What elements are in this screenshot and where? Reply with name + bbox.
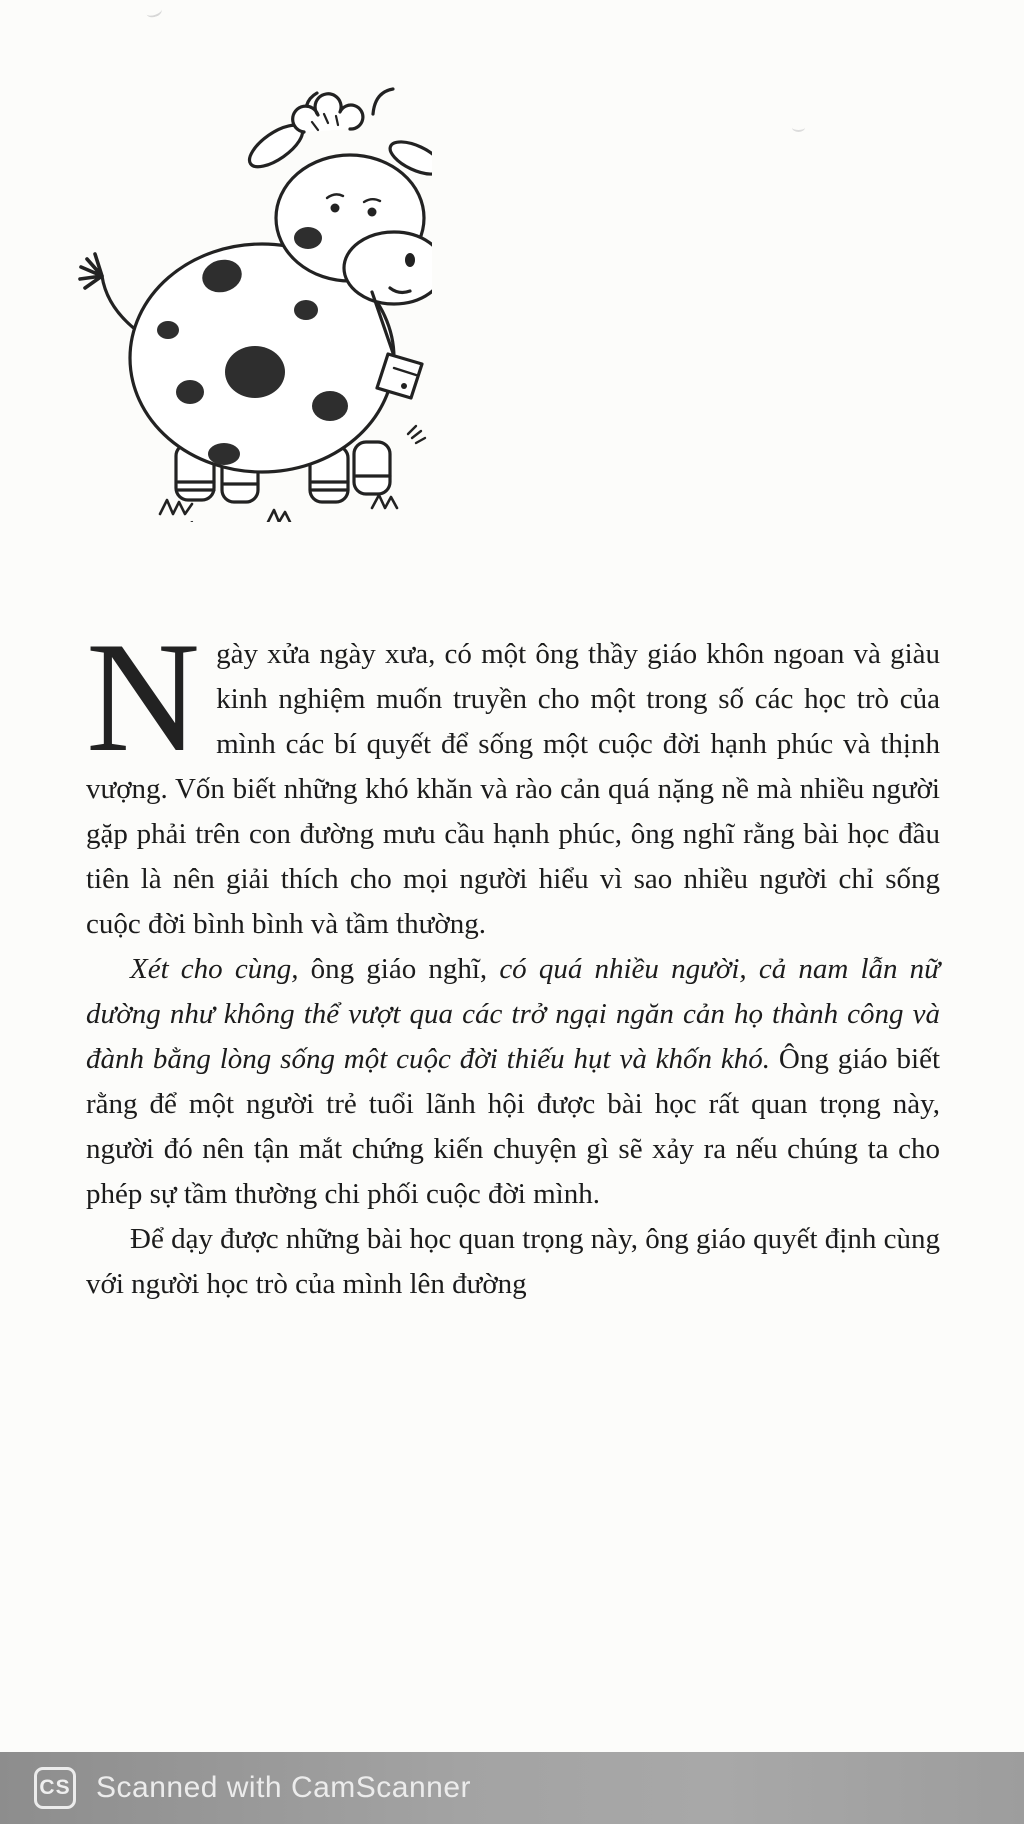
scan-artifact	[792, 123, 805, 132]
page-text	[86, 610, 941, 1307]
drop-cap: N	[86, 610, 201, 785]
paragraph-2-seg-italic-1: Xét cho cùng,	[130, 953, 299, 985]
paragraph-2-seg-italic-2: có quá nhiều người, cả nam lẫn nữ dường như không thể vượt qua các trở ngại ngăn cản họ thành công và đành bằng lòng sống một cuộc đời thiếu hụt và khốn khó.	[86, 953, 940, 1075]
paragraph-1-text: gày xửa ngày xưa, có một ông thầy giáo khôn ngoan và giàu kinh nghiệm muốn truyền cho một trong số các học trò của mình các bí quyết để sống một cuộc đời hạnh phúc và thịnh vượng. Vốn biết những khó khăn và rào cản quá nặng nề mà nhiều người gặp phải trên con đường mưu cầu hạnh phúc, ông nghĩ rằng bài học đầu tiên là nên giải thích cho mọi người hiểu vì sao nhiều người chỉ sống cuộc đời bình bình và tầm thường.	[86, 638, 940, 940]
paragraph-2-seg-regular-2: Ông giáo biết rằng để một người trẻ tuổi lãnh hội được bài học rất quan trọng này, người đó nên tận mắt chứng kiến chuyện gì sẽ xảy ra nếu chúng ta cho phép sự tầm thường chi phối cuộc đời mình.	[86, 1043, 941, 1210]
camscanner-footer-text: Scanned with CamScanner	[96, 1771, 472, 1804]
paragraph-2	[86, 947, 940, 1217]
cow-illustration	[72, 62, 432, 522]
paragraph-3: Để dạy được những bài học quan trọng này, ông giáo quyết định cùng với người học trò của mình lên đường	[86, 1223, 940, 1300]
paragraph-2-seg-regular-1: ông giáo nghĩ,	[298, 953, 500, 985]
paragraph-1	[86, 610, 940, 947]
scan-artifact	[145, 4, 164, 19]
camscanner-footer	[0, 1752, 1024, 1824]
camscanner-logo-icon: CS	[34, 1767, 76, 1809]
